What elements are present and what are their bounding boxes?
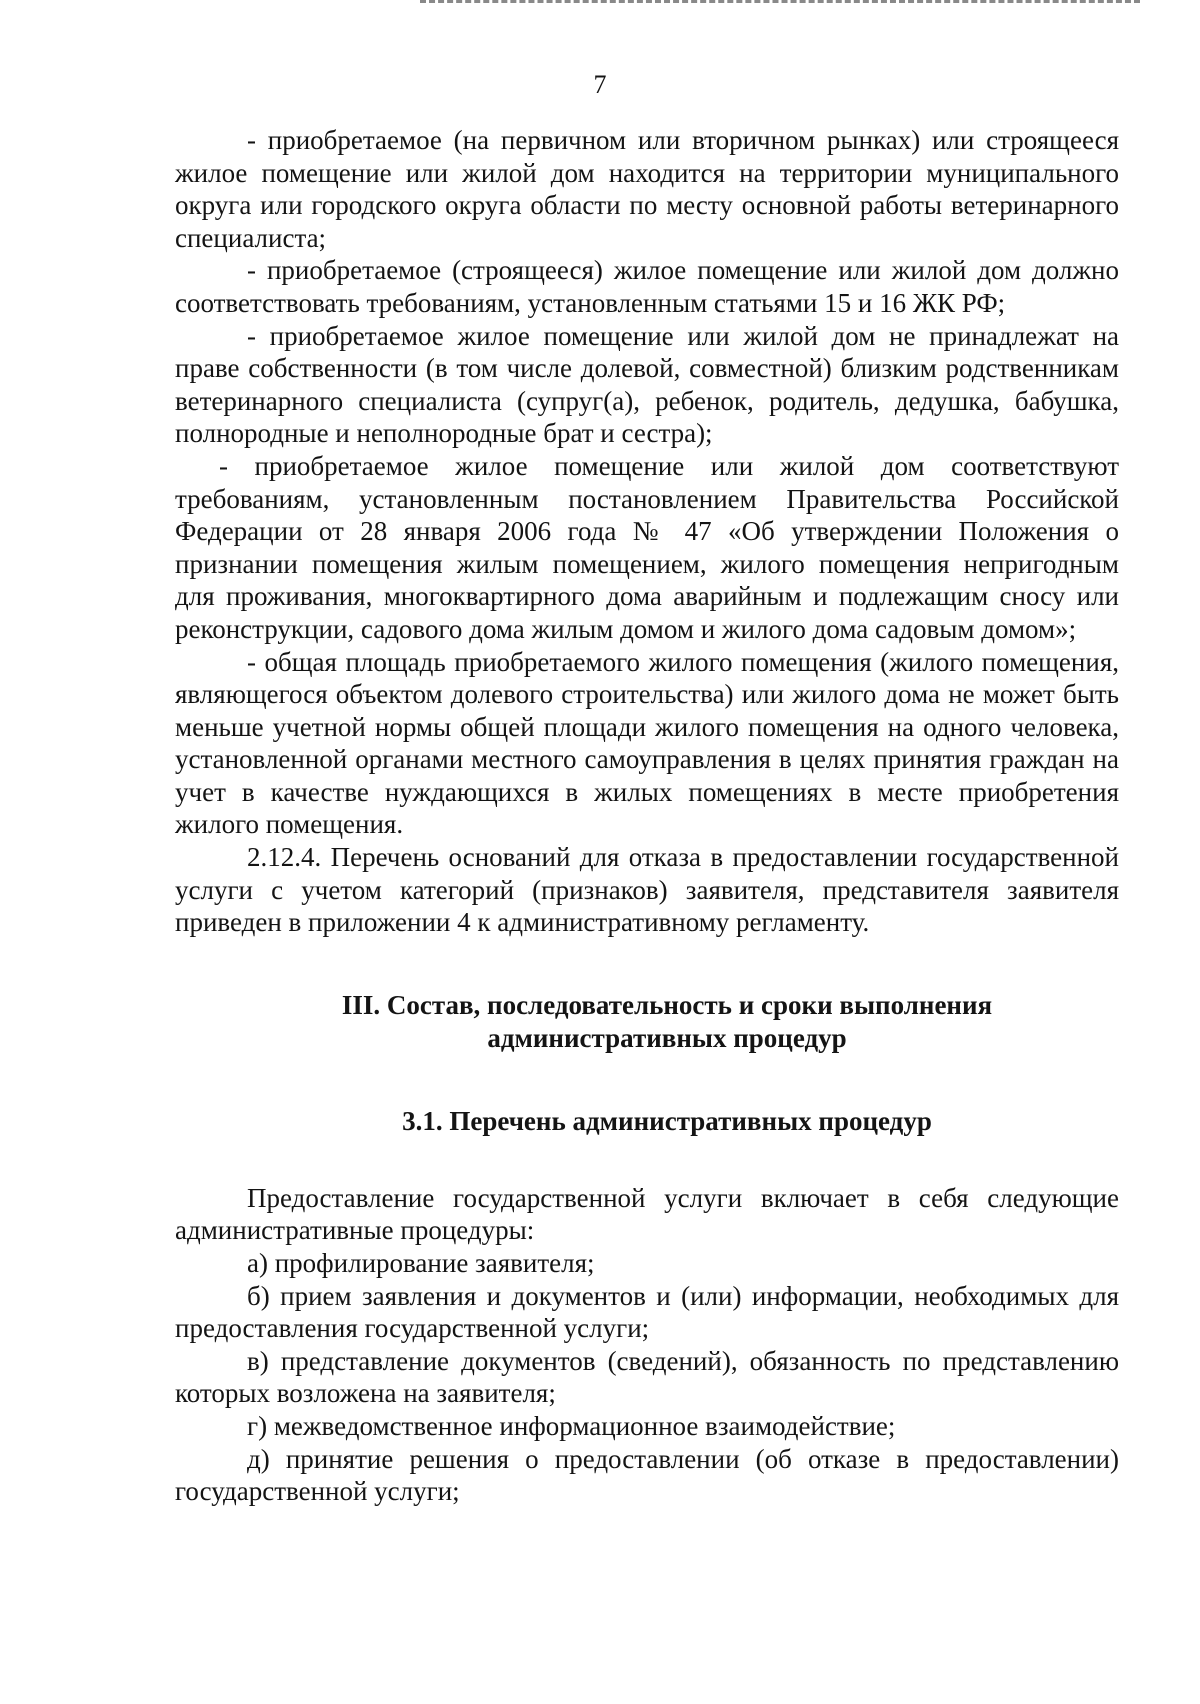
section-heading-line-1: III. Состав, последовательность и сроки выполнения: [341, 989, 993, 1020]
list-item-g: г) межведомственное информационное взаимодействие;: [247, 1411, 896, 1441]
scan-edge-mark: [420, 0, 1140, 7]
subsection-heading: 3.1. Перечень административных процедур: [402, 1105, 932, 1136]
paragraph-2-12-4: 2.12.4. Перечень оснований для отказа в предоставлении государственной услуги с учетом категорий (признаков) заявителя, представителя заявителя приведен в приложении 4 к административному регламенту.: [175, 842, 1119, 938]
list-item-b: б) прием заявления и документов и (или) информации, необходимых для предоставления государственной услуги;: [175, 1280, 1119, 1344]
list-item-d: д) принятие решения о предоставлении (об отказе в предоставлении) государственной услуги;: [175, 1443, 1119, 1507]
paragraph-area: - общая площадь приобретаемого жилого помещения (жилого помещения, являющегося объектом долевого строительства) или жилого дома не может быть меньше учетной нормы общей площади жилого помещения на одного человека, установленной органами местного самоуправления в целях принятия граждан на учет в качестве нуждающихся в жилых помещениях в месте приобретения жилого помещения.: [175, 646, 1119, 840]
paragraph-ownership: - приобретаемое жилое помещение или жилой дом не принадлежат на праве собственности (в том числе долевой, совместной) близким родственникам ветеринарного специалиста (супруг(а), ребенок, родитель, дедушка, бабушка, полнородные и неполнородные брат и сестра);: [175, 320, 1119, 449]
section-heading: [175, 989, 1119, 1055]
document-body: [175, 124, 1119, 1508]
paragraph-government-decree: - приобретаемое жилое помещение или жилой дом соответствуют требованиям, установленным постановлением Правительства Российской Федерации от 28 января 2006 года № 47 «Об утверждении Положения о признании помещения жилым помещением, жилого помещения непригодным для проживания, многоквартирного дома аварийным и подлежащим сносу или реконструкции, садового дома жилым домом и жилого дома садовым домом»;: [175, 450, 1119, 644]
paragraph-procedures-intro: Предоставление государственной услуги включает в себя следующие административные процедуры:: [175, 1182, 1119, 1246]
paragraph-requirements: - приобретаемое (строящееся) жилое помещение или жилой дом должно соответствовать требованиям, установленным статьями 15 и 16 ЖК РФ;: [175, 255, 1119, 318]
section-heading-line-2: административных процедур: [487, 1022, 847, 1053]
list-item-v: в) представление документов (сведений), обязанность по представлению которых возложена на заявителя;: [175, 1345, 1119, 1409]
paragraph-territory: - приобретаемое (на первичном или вторичном рынках) или строящееся жилое помещение или жилой дом находится на территории муниципального округа или городского округа области по месту основной работы ветеринарного специалиста;: [175, 125, 1119, 253]
list-item-a: а) профилирование заявителя;: [247, 1248, 595, 1279]
page-number: 7: [593, 70, 607, 99]
